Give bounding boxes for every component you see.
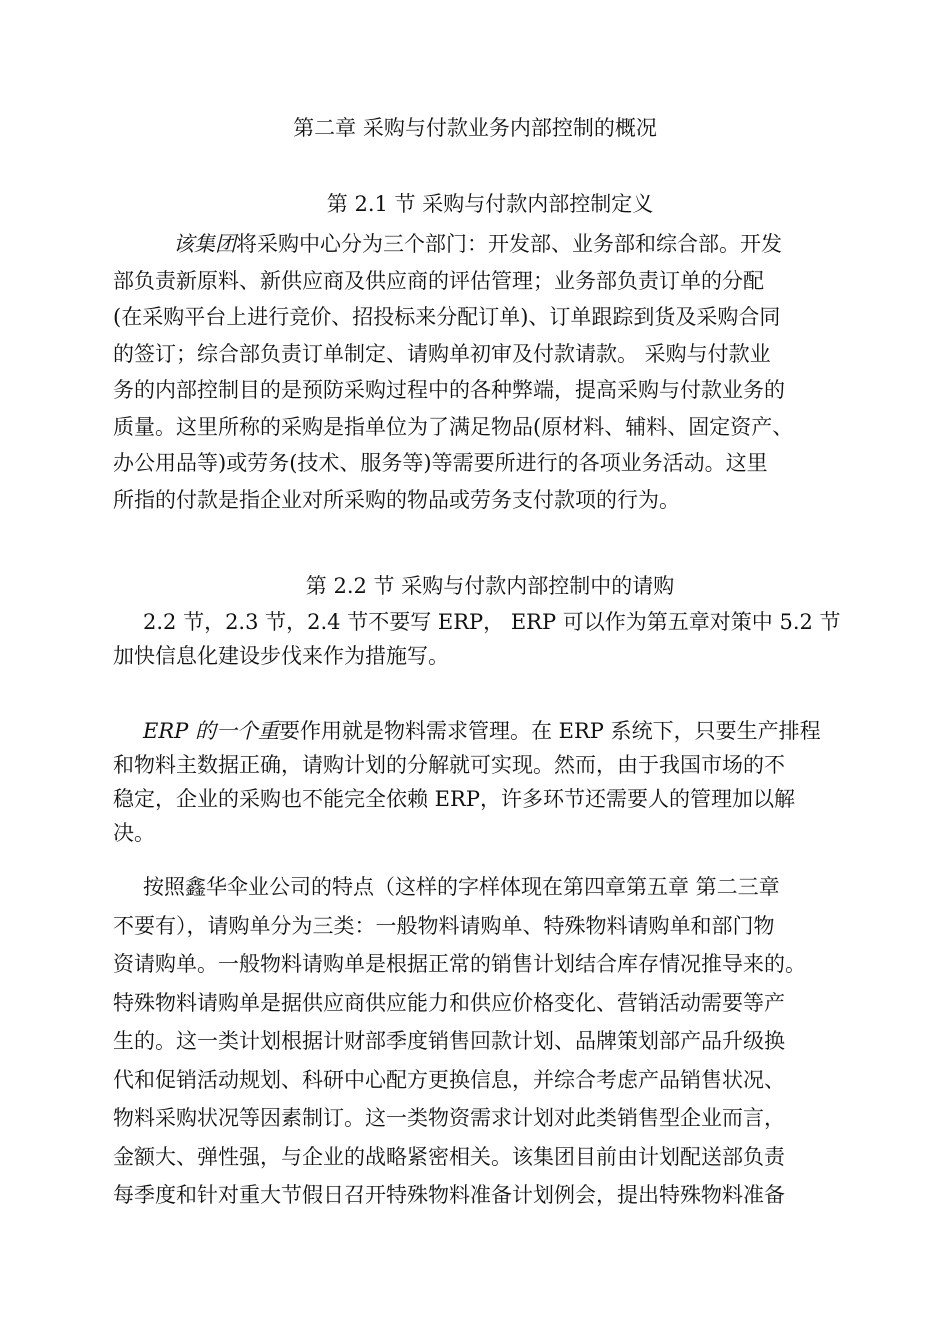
erp-paragraph <box>113 714 843 850</box>
paragraph-line: 金额大、弹性强，与企业的战略紧密相关。该集团目前由计划配送部负责 <box>113 1144 785 1169</box>
paragraph-line <box>113 226 843 263</box>
line-text: 要作用就是物料需求管理。在 ERP 系统下，只要生产排程 <box>278 719 821 743</box>
paragraph-line: 决。 <box>113 821 155 845</box>
paragraph-line: 按照鑫华伞业公司的特点（这样的字样体现在第四章第五章 第二三章 <box>143 875 780 899</box>
paragraph-line: 每季度和针对重大节假日召开特殊物料准备计划例会，提出特殊物料准备 <box>113 1183 785 1207</box>
paragraph-line: 不要有），请购单分为三类：一般物料请购单、特殊物料请购单和部门物 <box>113 913 775 938</box>
paragraph-line: 物料采购状况等因素制订。这一类物资需求计划对此类销售型企业而言， <box>113 1106 785 1130</box>
paragraph-line: 务的内部控制目的是预防采购过程中的各种弊端，提高采购与付款业务的 <box>113 378 785 402</box>
paragraph-line: 办公用品等)或劳务(技术、服务等)等需要所进行的各项业务活动。这里 <box>113 451 768 475</box>
editor-note-paragraph <box>113 605 843 673</box>
paragraph-line: 特殊物料请购单是据供应商供应能力和供应价格变化、营销活动需要等产 <box>113 990 785 1015</box>
section-2-1-title: 第 2.1 节 采购与付款内部控制定义 <box>326 192 654 216</box>
line-text: 将采购中心分为三个部门：开发部、业务部和综合部。开发 <box>236 232 782 256</box>
italic-text: 该集团 <box>173 232 236 256</box>
paragraph-line: 2.2 节，2.3 节，2.4 节不要写 ERP， ERP 可以作为第五章对策中 5.2 节 <box>143 610 841 634</box>
section-2-1-paragraph <box>113 226 843 518</box>
chapter-title: 第二章 采购与付款业务内部控制的概况 <box>293 116 657 140</box>
paragraph-line <box>113 714 843 748</box>
paragraph-line: 稳定，企业的采购也不能完全依赖 ERP，许多环节还需要人的管理加以解 <box>113 787 795 811</box>
paragraph-line: 代和促销活动规划、科研中心配方更换信息，并综合考虑产品销售状况、 <box>113 1067 785 1092</box>
paragraph-line: (在采购平台上进行竞价、招投标来分配订单)、订单跟踪到货及采购合同 <box>113 305 781 329</box>
italic-text: ERP 的一个重 <box>143 719 279 743</box>
paragraph-line: 所指的付款是指企业对所采购的物品或劳务支付款项的行为。 <box>113 487 680 512</box>
section-2-2-title: 第 2.2 节 采购与付款内部控制中的请购 <box>305 574 675 598</box>
paragraph-line: 和物料主数据正确，请购计划的分解就可实现。然而，由于我国市场的不 <box>113 753 785 777</box>
paragraph-line: 加快信息化建设步伐来作为措施写。 <box>113 644 449 668</box>
classification-paragraph <box>113 868 843 1215</box>
paragraph-line: 生的。这一类计划根据计财部季度销售回款计划、品牌策划部产品升级换 <box>113 1029 785 1053</box>
paragraph-line: 部负责新原料、新供应商及供应商的评估管理；业务部负责订单的分配 <box>113 268 764 293</box>
paragraph-line: 质量。这里所称的采购是指单位为了满足物品(原材料、辅料、固定资产、 <box>113 414 794 439</box>
paragraph-line: 的签订；综合部负责订单制定、请购单初审及付款请款。 采购与付款业 <box>113 341 771 366</box>
paragraph-line: 资请购单。一般物料请购单是根据正常的销售计划结合库存情况推导来的。 <box>113 952 806 976</box>
